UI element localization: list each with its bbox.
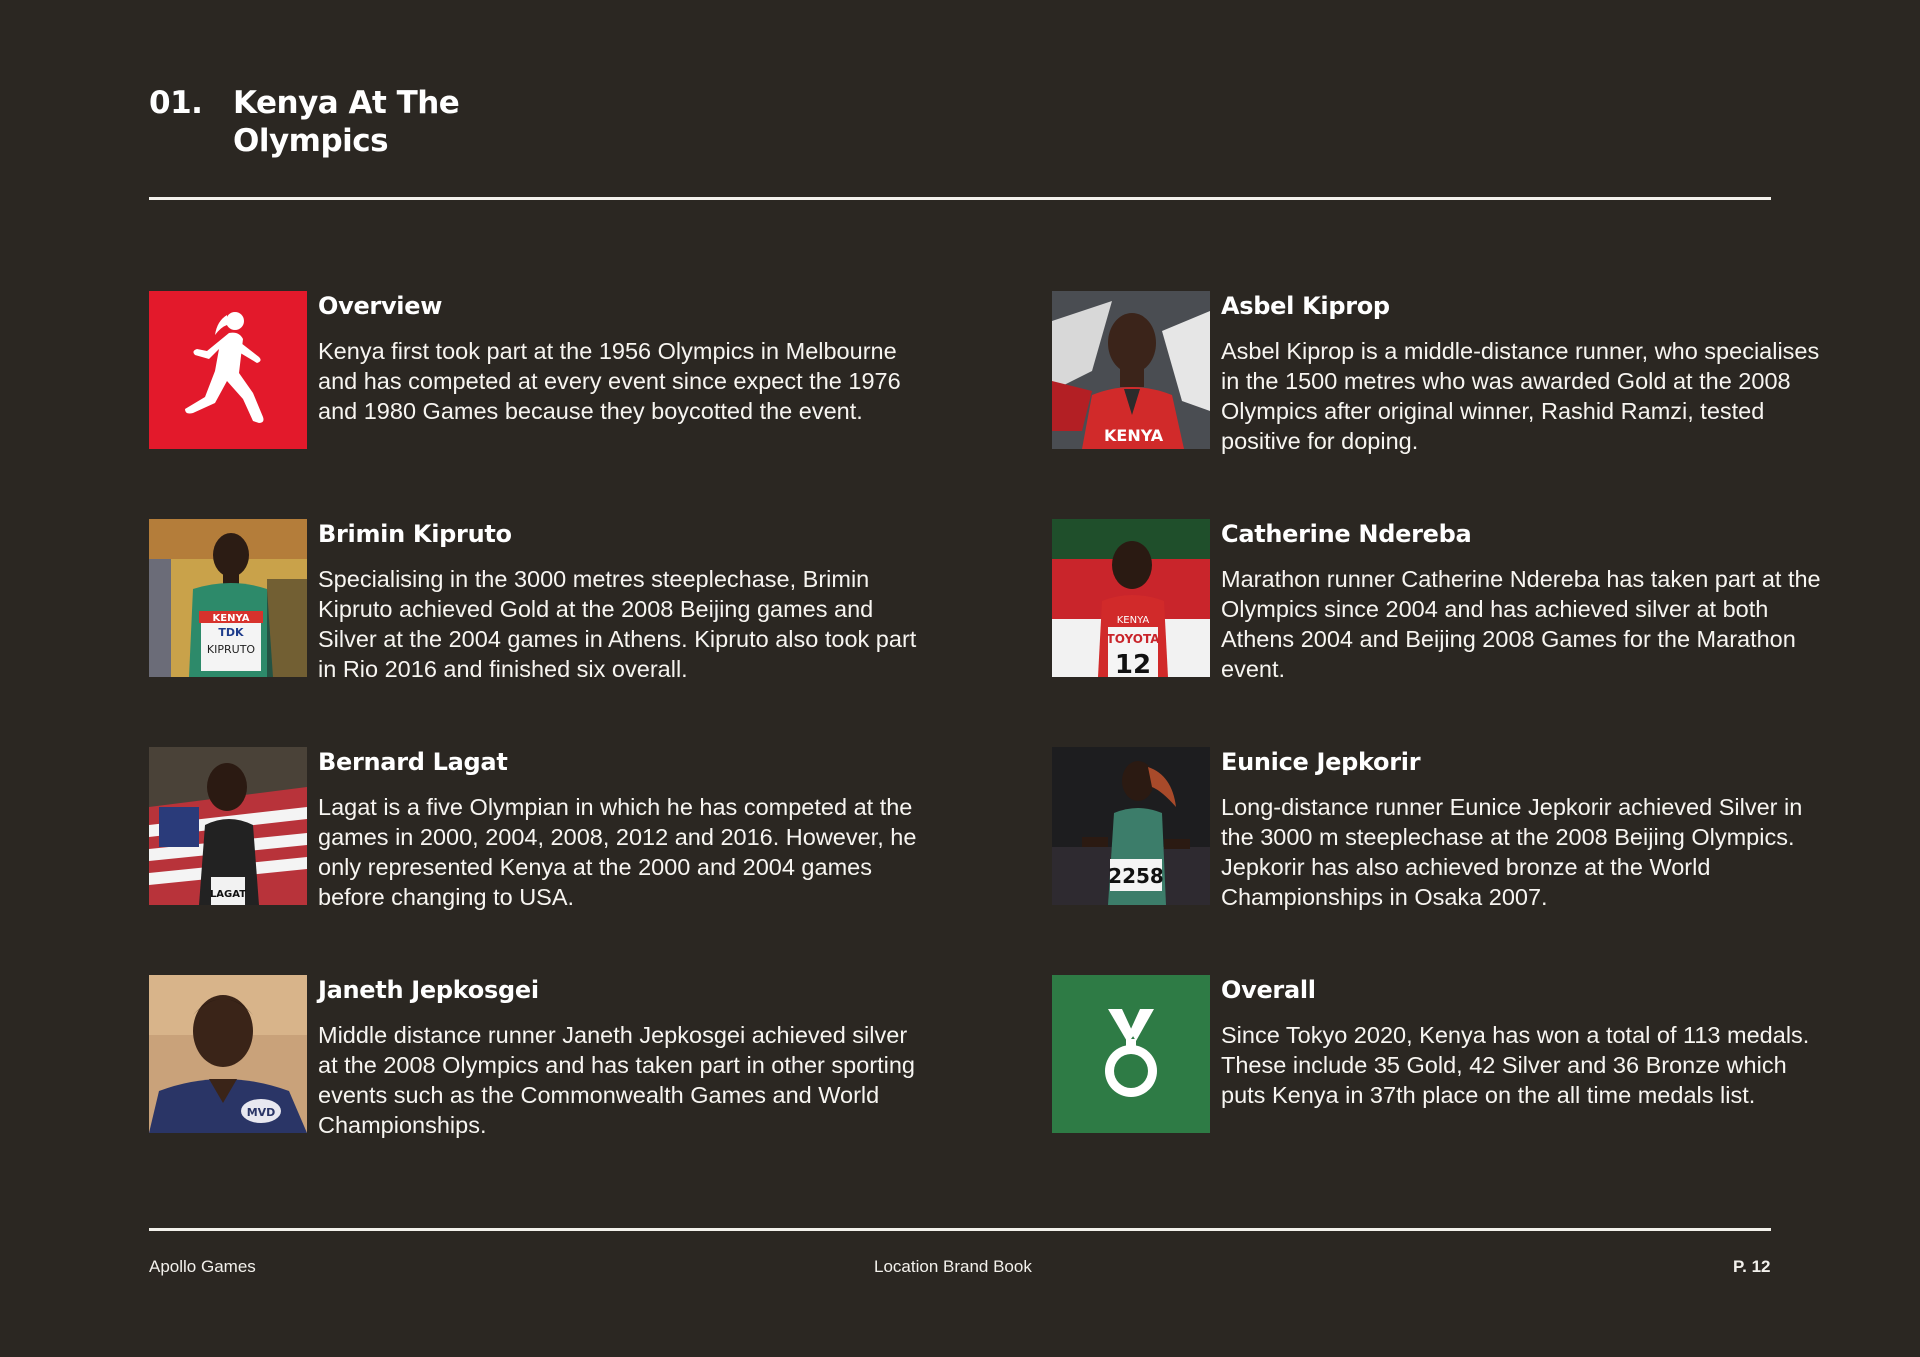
bib-sponsor: TDK	[218, 626, 244, 639]
card-eunice-jepkorir	[1052, 747, 1821, 912]
medal-icon	[1052, 975, 1210, 1133]
card-title: Overall	[1221, 976, 1316, 1004]
bib-name: KIPRUTO	[206, 643, 256, 656]
runner-icon	[149, 291, 307, 449]
bib-number: 2258	[1108, 864, 1164, 888]
bib-sponsor: TOYOTA	[1106, 632, 1160, 646]
bib-number: 12	[1114, 650, 1152, 677]
card-title: Eunice Jepkorir	[1221, 748, 1421, 776]
card-body: Specialising in the 3000 metres steeplechase, Brimin Kipruto achieved Gold at the 2008 Beijing games and Silver at the 2004 games in Athens. Kipruto also took part in Rio 2016 and finished six overall.	[318, 566, 917, 682]
footer-document-title: Location Brand Book	[874, 1257, 1032, 1276]
bib-country: KENYA	[1116, 615, 1150, 626]
section-header	[149, 84, 533, 160]
athlete-photo	[149, 519, 307, 677]
card-title: Janeth Jepkosgei	[318, 976, 539, 1004]
footer-brand: Apollo Games	[149, 1257, 256, 1276]
photo-caption: KENYA	[1104, 426, 1164, 445]
card-body: Kenya first took part at the 1956 Olympics in Melbourne and has competed at every event since expect the 1976 and 1980 Games because they boycotted the event.	[318, 338, 901, 424]
card-title: Asbel Kiprop	[1221, 292, 1390, 320]
card-body: Middle distance runner Janeth Jepkosgei achieved silver at the 2008 Olympics and has taken part in other sporting events such as the Commonwealth Games and World Championships.	[318, 1022, 915, 1138]
card-title: Catherine Ndereba	[1221, 520, 1472, 548]
card-overall	[1052, 975, 1821, 1133]
page-number: P. 12	[1733, 1257, 1771, 1276]
card-body: Lagat is a five Olympian in which he has competed at the games in 2000, 2004, 2008, 2012 and 2016. However, he only represented Kenya at the 2000 and 2004 games before changing to USA.	[318, 794, 917, 910]
athlete-photo	[149, 747, 307, 905]
athlete-photo	[1052, 519, 1210, 677]
card-body: Since Tokyo 2020, Kenya has won a total of 113 medals. These include 35 Gold, 42 Silver and 36 Bronze which puts Kenya in 37th place on the all time medals list.	[1221, 1022, 1810, 1108]
card-overview	[149, 291, 918, 449]
athlete-photo	[1052, 747, 1210, 905]
card-brimin-kipruto	[149, 519, 918, 684]
athlete-photo	[1052, 291, 1210, 449]
card-janeth-jepkosgei	[149, 975, 918, 1140]
card-title: Brimin Kipruto	[318, 520, 512, 548]
section-number: 01.	[149, 85, 203, 121]
card-body: Long-distance runner Eunice Jepkorir achieved Silver in the 3000 m steeplechase at the 2008 Beijing Olympics. Jepkorir has also achieved bronze at the World Championships in Osaka 2007.	[1221, 794, 1803, 910]
card-catherine-ndereba	[1052, 519, 1821, 684]
card-asbel-kiprop	[1052, 291, 1821, 456]
top-divider	[149, 197, 1771, 200]
athlete-photo	[149, 975, 307, 1133]
card-bernard-lagat	[149, 747, 918, 912]
jacket-logo: MVD	[246, 1106, 276, 1119]
page-title: Kenya At The Olympics	[233, 85, 460, 159]
card-body: Marathon runner Catherine Ndereba has taken part at the Olympics since 2004 and has achieved silver at both Athens 2004 and Beijing 2008 Games for the Marathon event.	[1221, 566, 1821, 682]
card-body: Asbel Kiprop is a middle-distance runner, who specialises in the 1500 metres who was awarded Gold at the 2008 Olympics after original winner, Rashid Ramzi, tested positive for doping.	[1221, 338, 1820, 454]
card-title: Overview	[318, 292, 443, 320]
card-title: Bernard Lagat	[318, 748, 508, 776]
bib-country: KENYA	[212, 613, 250, 624]
bottom-divider	[149, 1228, 1771, 1231]
bib-name: LAGAT	[209, 889, 247, 900]
